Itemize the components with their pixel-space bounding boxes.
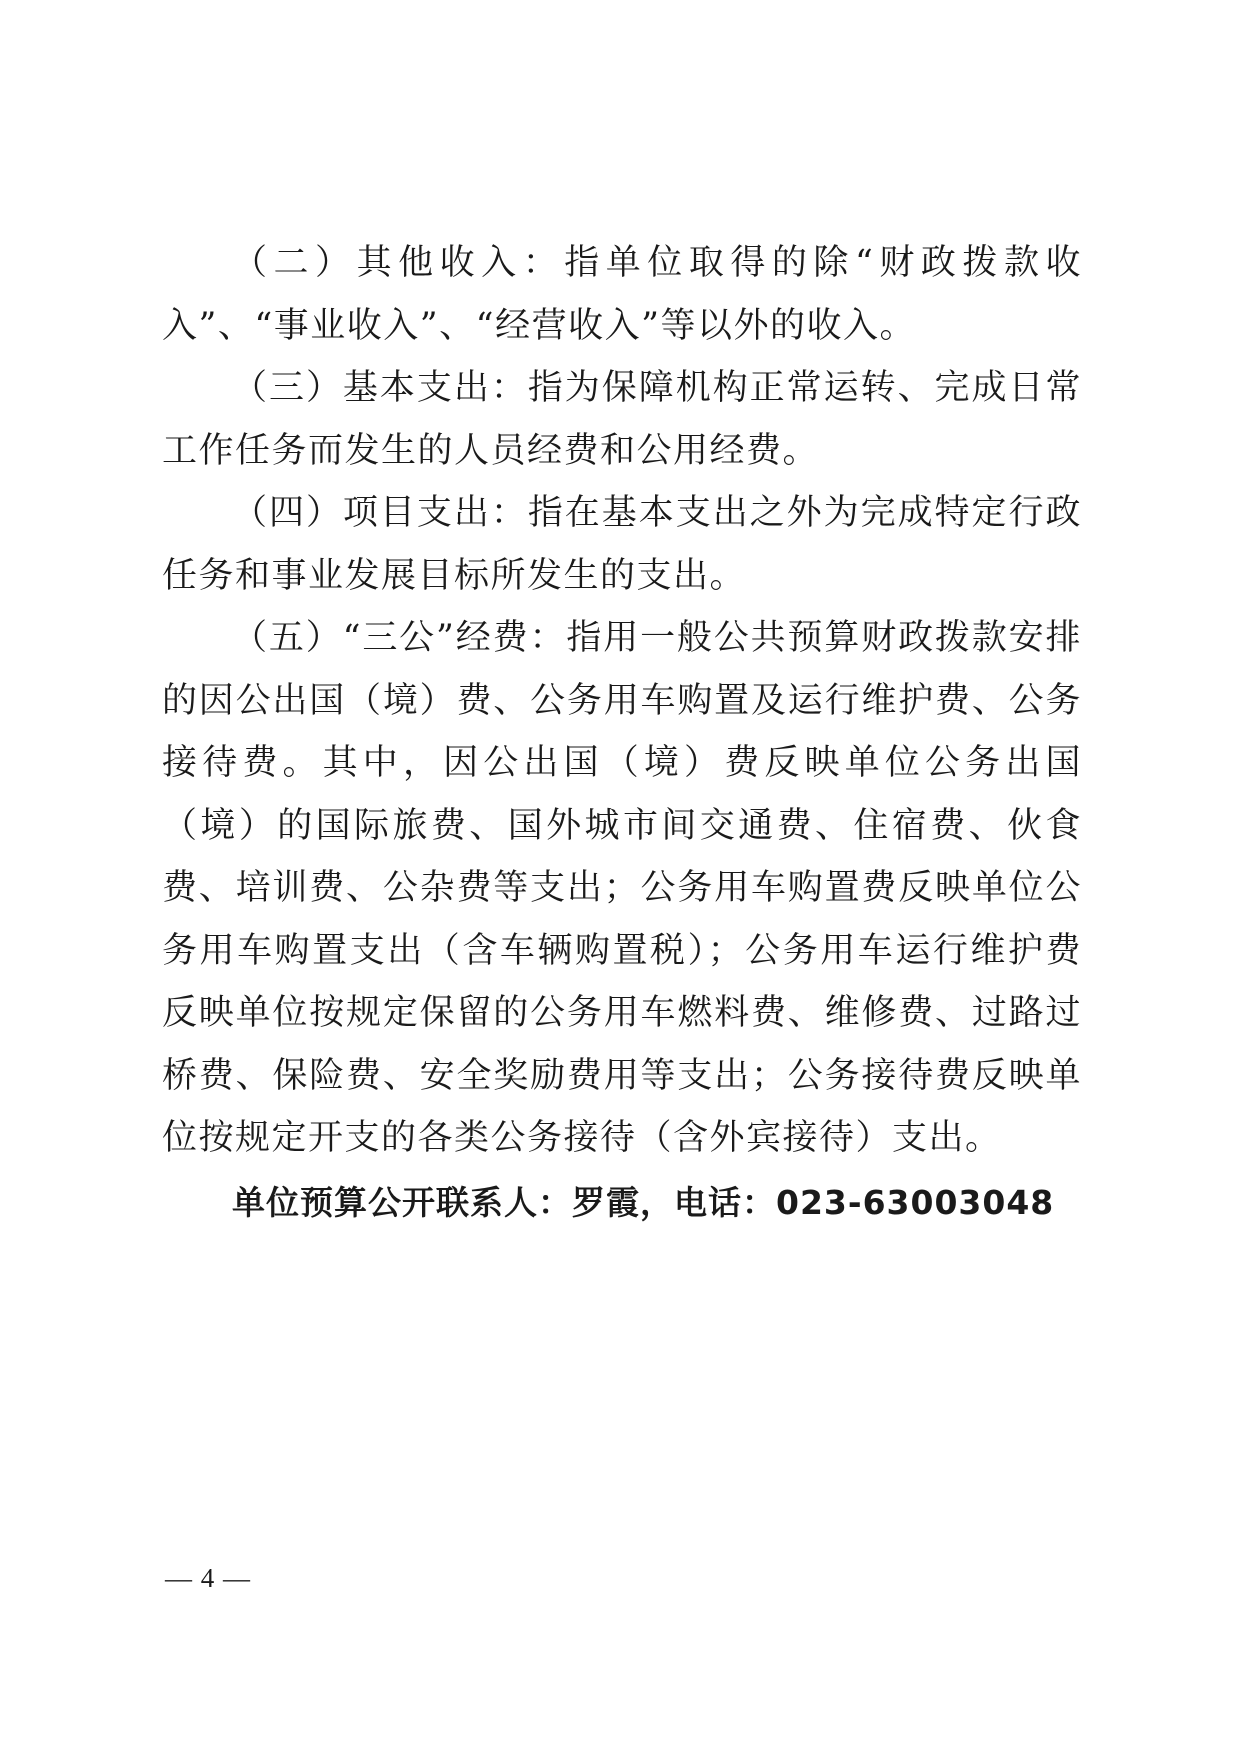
- document-body: [162, 232, 1082, 1234]
- paragraph-basic-expenditure: （三）基本支出：指为保障机构正常运转、完成日常工作任务而发生的人员经费和公用经费。: [162, 368, 1082, 471]
- page-number: — 4 —: [165, 1563, 251, 1593]
- paragraph-other-income: （二）其他收入：指单位取得的除“财政拨款收入”、“事业收入”、“经营收入”等以外的收入。: [162, 243, 1082, 346]
- paragraph-project-expenditure: （四）项目支出：指在基本支出之外为完成特定行政任务和事业发展目标所发生的支出。: [162, 493, 1082, 596]
- paragraph-three-public-expenses: （五）“三公”经费：指用一般公共预算财政拨款安排的因公出国（境）费、公务用车购置及运行维护费、公务接待费。其中，因公出国（境）费反映单位公务出国（境）的国际旅费、国外城市间交通费、住宿费、伙食费、培训费、公杂费等支出；公务用车购置费反映单位公务用车购置支出（含车辆购置税）；公务用车运行维护费反映单位按规定保留的公务用车燃料费、维修费、过路过桥费、保险费、安全奖励费用等支出；公务接待费反映单位按规定开支的各类公务接待（含外宾接待）支出。: [162, 618, 1082, 1158]
- contact-line: 单位预算公开联系人：罗霞，电话：023-63003048: [232, 1182, 1055, 1222]
